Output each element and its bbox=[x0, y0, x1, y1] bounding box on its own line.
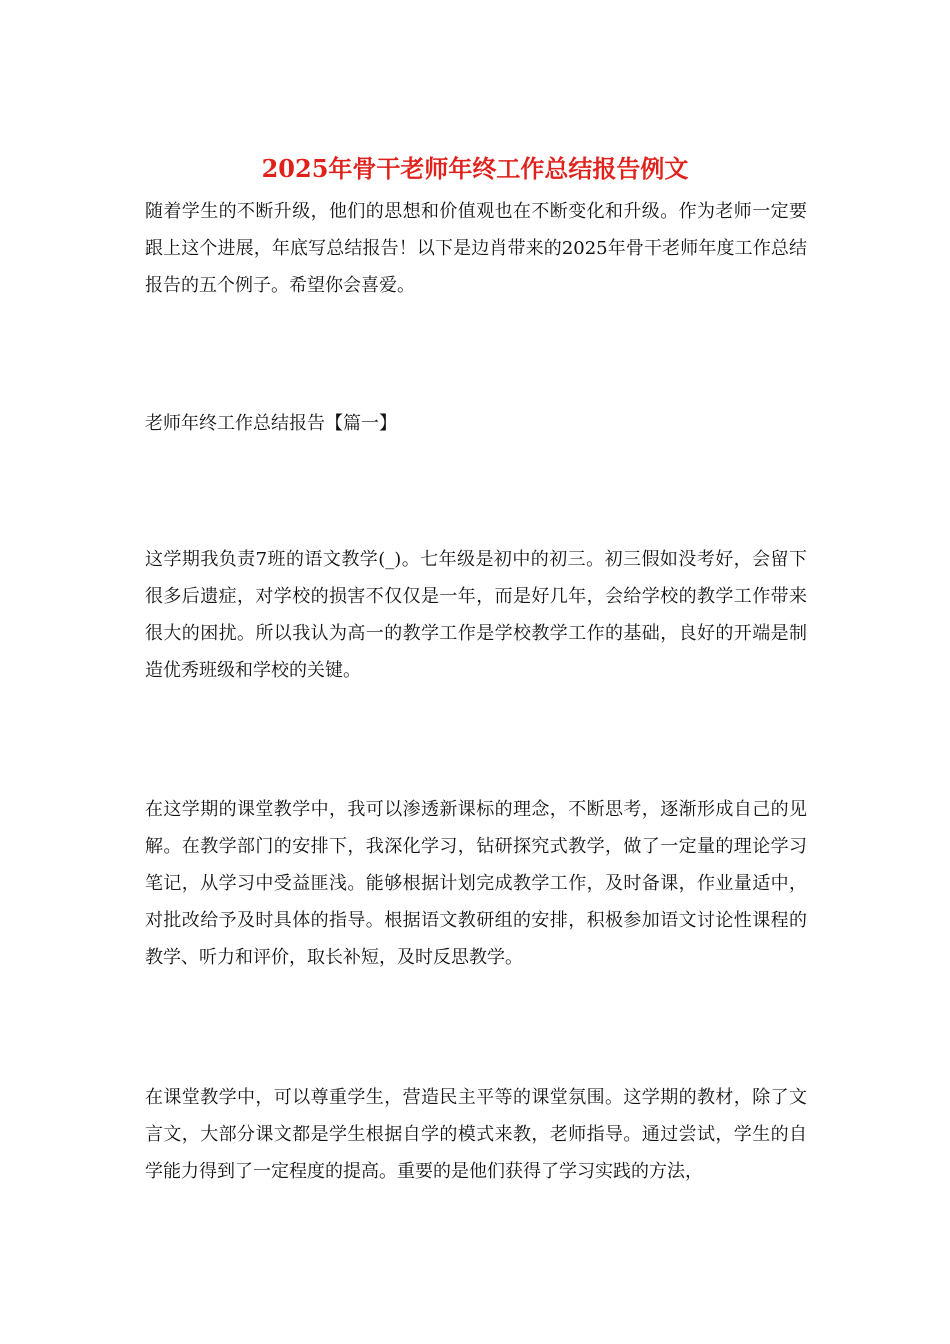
body-paragraph-2: 在这学期的课堂教学中，我可以渗透新课标的理念，不断思考，逐渐形成自己的见解。在教学部门的安排下，我深化学习，钻研探究式教学，做了一定量的理论学习笔记，从学习中受益匪浅。能够根据计划完成教学工作，及时备课，作业量适中，对批改给予及时具体的指导。根据语文教研组的安排，积极参加语文讨论性课程的教学、听力和评价，取长补短，及时反思教学。 bbox=[145, 799, 807, 968]
section-heading: 老师年终工作总结报告【篇一】 bbox=[145, 413, 397, 434]
body-paragraph-1: 这学期我负责7班的语文教学(_)。七年级是初中的初三。初三假如没考好，会留下很多后遗症，对学校的损害不仅仅是一年，而是好几年，会给学校的教学工作带来很大的困扰。所以我认为高一的教学工作是学校教学工作的基础，良好的开端是制造优秀班级和学校的关键。 bbox=[145, 549, 807, 681]
document-title: 2025年骨干老师年终工作总结报告例文 bbox=[261, 154, 689, 183]
body-paragraph-3: 在课堂教学中，可以尊重学生，营造民主平等的课堂氛围。这学期的教材，除了文言文，大部分课文都是学生根据自学的模式来教，老师指导。通过尝试，学生的自学能力得到了一定程度的提高。重要的是他们获得了学习实践的方法， bbox=[145, 1087, 807, 1182]
intro-paragraph: 随着学生的不断升级，他们的思想和价值观也在不断变化和升级。作为老师一定要跟上这个进展，年底写总结报告！以下是边肖带来的2025年骨干老师年度工作总结报告的五个例子。希望你会喜爱。 bbox=[145, 201, 807, 296]
